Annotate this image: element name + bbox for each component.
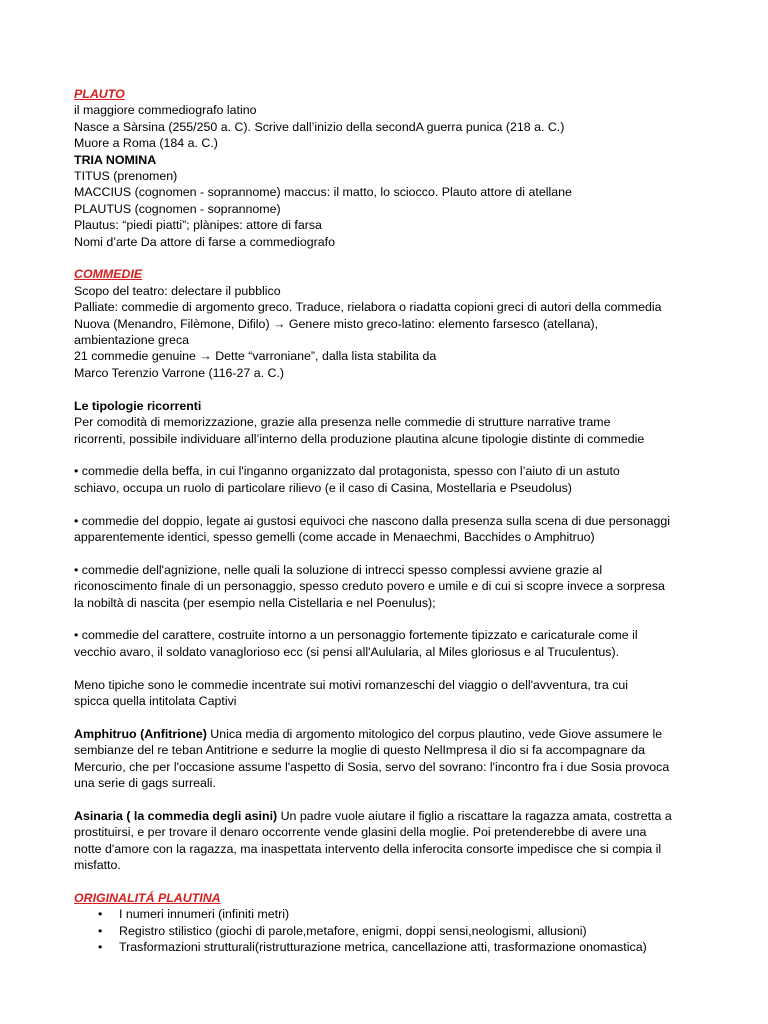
text-line: Scopo del teatro: delectare il pubblico [74,283,281,298]
amphitruo-title: Amphitruo (Anfitrione) [74,726,207,741]
document-content [74,86,714,955]
heading-tipologie: Le tipologie ricorrenti [74,398,202,413]
bullet-icon: • [98,907,103,922]
list-item: • Trasformazioni strutturali(ristrutturazione metrica, cancellazione atti, trasformazione onomastica) [98,939,647,954]
text-line: Nomi d’arte Da attore di farse a commediografo [74,234,336,249]
text-line: ricorrenti, possibile individuare all’interno della produzione plautina alcune tipologie distinte di commedie [74,431,645,446]
list-item: • I numeri innumeri (infiniti metri) [98,907,290,922]
heading-commedie: COMMEDIE [74,267,143,282]
paragraph-asinaria-first [74,808,714,824]
heading-plauto: PLAUTO [74,87,125,101]
text-line: Muore a Roma (184 a. C.) [74,136,218,151]
text-line: prostituirsi, e per trovare il denaro occorrente vende glasini della moglie. Poi pretenderebbe di avere una [74,825,647,840]
amphitruo-first-rest: Unica media di argomento mitologico del corpus plautino, vede Giove assumere le [206,726,663,741]
text-line: Nuova (Menandro, Filèmone, Difilo) → Genere misto greco-latino: elemento farsesco (atellana), [74,316,599,331]
bullet-icon: • [98,923,103,938]
text-line: schiavo, occupa un ruolo di particolare rilievo (e il caso di Casina, Mostellaria e Pseudolus) [74,480,572,495]
asinaria-first-rest: Un padre vuole aiutare il figlio a riscattare la ragazza amata, costretta a [277,808,672,823]
text-line: Mercurio, che per l'occasione assume l'aspetto di Sosia, servo del sovrano: l'incontro fra i due Sosia provoca [74,759,670,774]
text-line: Marco Terenzio Varrone (116-27 a. C.) [74,365,285,380]
text-line: Palliate: commedie di argomento greco. Traduce, rielabora o riadatta copioni greci di autori della commedia [74,300,662,315]
text-line: apparentemente identici, spesso gemelli (come accade in Menaechmi, Bacchides o Amphitruo) [74,529,595,544]
text-line: sembianze del re teban Antitrione e sedurre la moglie di questo NelImpresa il dio si fa accompagnare da [74,743,645,758]
text-line: notte d'amore con la ragazza, ma inaspettata intervento della inferocita consorte impedisce che si compia il [74,841,662,856]
text-line: la nobiltà di nascita (per esempio nella Cistellaria e nel Poenulus); [74,595,436,610]
text-line: • commedie del carattere, costruite intorno a un personaggio fortemente tipizzato e caricaturale come il [74,628,638,643]
bullet-icon: • [98,939,103,954]
originalita-list [74,906,714,955]
list-item: • Registro stilistico (giochi di parole,metafore, enigmi, doppi sensi,neologismi, allusioni) [98,923,587,938]
text-line: • commedie della beffa, in cui l'inganno organizzato dal protagonista, spesso con l’aiuto di un astuto [74,464,620,479]
text-line: misfatto. [74,857,121,872]
text-line: 21 commedie genuine → Dette “varroniane”, dalla lista stabilita da [74,349,437,364]
subheading-tria-nomina: TRIA NOMINA [74,152,157,167]
text-line: spicca quella intitolata Captivi [74,693,237,708]
text-line: Per comodità di memorizzazione, grazie alla presenza nelle commedie di strutture narrative trame [74,415,611,430]
text-line: ambientazione greca [74,333,190,348]
text-line: TITUS (prenomen) [74,169,178,184]
text-line: Plautus: “piedi piatti”; plànipes: attore di farsa [74,218,322,233]
text-line: PLAUTUS (cognomen - soprannome) [74,201,281,216]
text-line: riconoscimento finale di un personaggio, spesso creduto povero e umile e di cui si scopre invece a sorpresa [74,579,665,594]
heading-originalita: ORIGINALITÁ PLAUTINA [74,890,221,905]
text-line: • commedie del doppio, legate ai gustosi equivoci che nascono dalla presenza sulla scena di due personaggi [74,513,671,528]
asinaria-title: Asinaria ( la commedia degli asini) [74,808,278,823]
text-line: • commedie dell'agnizione, nelle quali la soluzione di intrecci spesso complessi avviene grazie al [74,562,603,577]
text-line: il maggiore commediografo latino [74,103,257,118]
text-line: MACCIUS (cognomen - soprannome) maccus: il matto, lo sciocco. Plauto attore di atellane [74,185,572,200]
text-line: una serie di gags surreali. [74,775,216,790]
paragraph-amphitruo-first [74,726,714,742]
text-line: vecchio avaro, il soldato vanaglorioso ecc (si pensi all'Aulularia, al Miles gloriosus e al Truculentus). [74,644,620,659]
text-line: Nasce a Sàrsina (255/250 a. C). Scrive dall’inizio della secondA guerra punica (218 a. C.) [74,119,565,134]
text-line: Meno tipiche sono le commedie incentrate sui motivi romanzeschi del viaggio o dell'avventura, tra cui [74,677,629,692]
